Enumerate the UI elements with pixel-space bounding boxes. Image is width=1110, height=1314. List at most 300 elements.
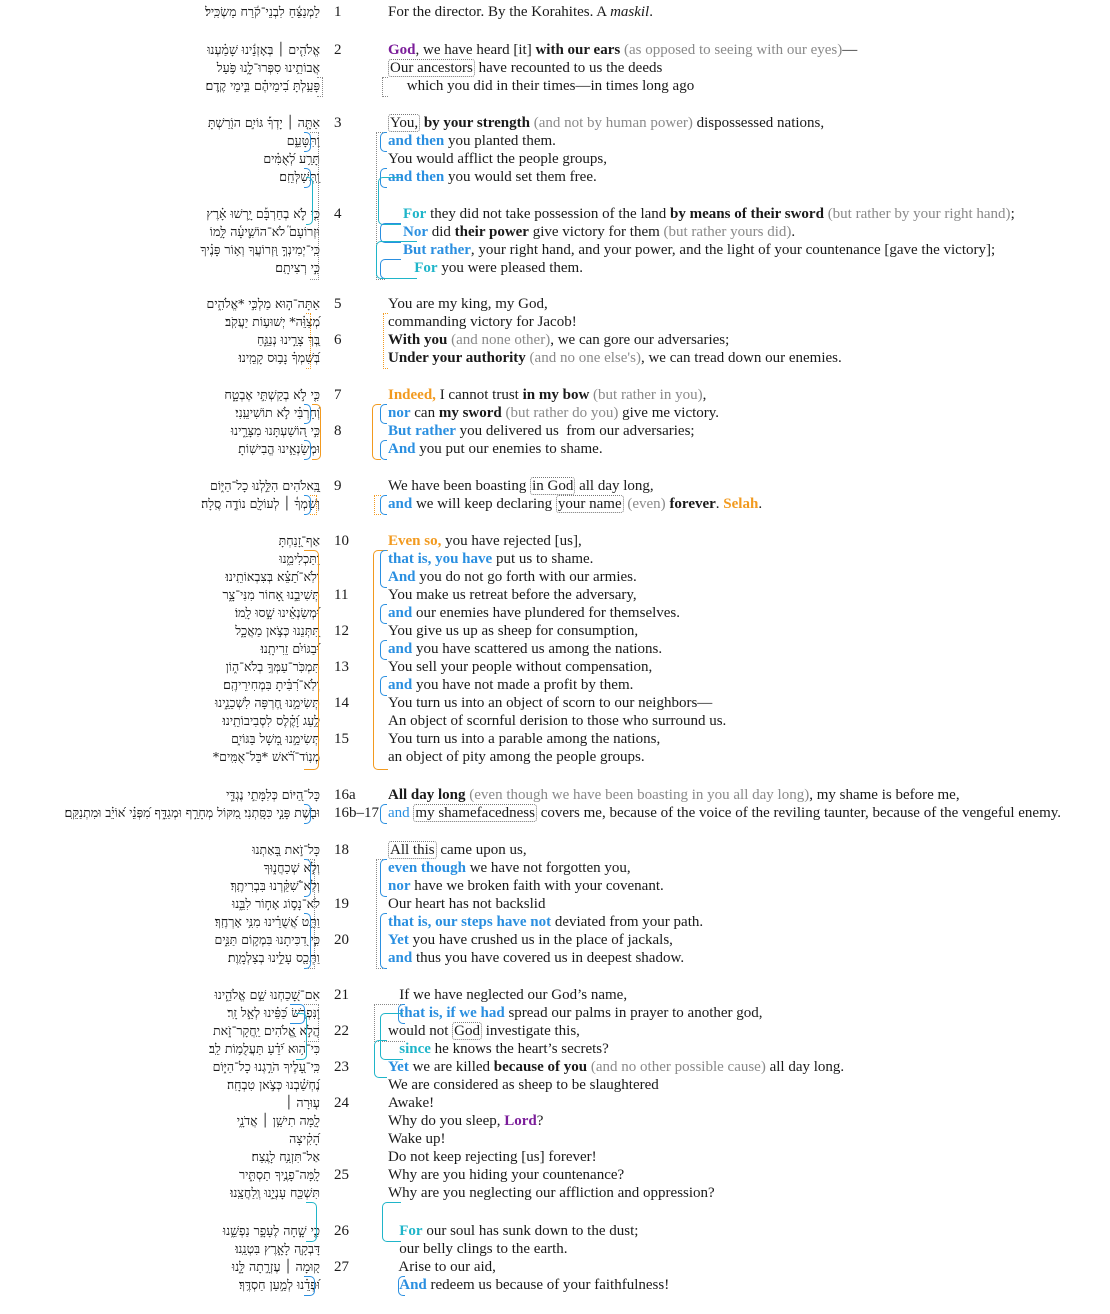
text-segment: put us to shame. — [492, 551, 594, 567]
verse-line — [0, 913, 1110, 931]
verse-number: 11 — [334, 587, 349, 603]
verse-line — [0, 59, 1110, 77]
text-segment: For the director. By the Korahites. A — [388, 4, 611, 20]
verse-line — [0, 1166, 1110, 1184]
text-segment: , — [702, 387, 707, 403]
text-segment: even though — [388, 860, 466, 876]
verse-line — [0, 349, 1110, 367]
text-segment: they did not take possession of the land — [426, 206, 671, 222]
english-translation — [388, 168, 597, 186]
english-translation — [388, 205, 1015, 223]
text-segment: If we have neglected our God’s name, — [388, 987, 628, 1003]
verse-line — [0, 841, 1110, 859]
hebrew-text: כִּ֤י שָׁ֣חָה לֶעָפָ֣ר נַפְשֵׁ֑נוּ — [222, 1223, 320, 1238]
verse-line — [0, 895, 1110, 913]
hebrew-text: תְּשִׁיבֵ֣נוּ אָ֭חוֹר מִנִּי־צָ֑ר — [222, 587, 320, 602]
text-segment: because of you — [493, 1059, 588, 1075]
text-segment: For — [403, 206, 427, 222]
english-translation — [388, 694, 712, 712]
text-segment: Lord — [504, 1113, 537, 1129]
english-translation — [388, 786, 960, 804]
hebrew-text: וַתֵּ֥ט אֲ֝שֻׁרֵ֗ינוּ מִנִּ֥י אָרְחֶֽךָ׃ — [214, 914, 320, 929]
text-segment: Nor — [403, 224, 428, 240]
text-segment: have we broken faith with your covenant. — [410, 878, 664, 894]
english-translation — [388, 3, 653, 21]
verse-line — [0, 586, 1110, 604]
english-translation — [388, 622, 638, 640]
hebrew-text: תִּמְכֹּֽר־עַמְּךָ֥ בְלֹא־ה֑וֹן — [225, 659, 320, 674]
hebrew-text: כָּל־הַ֭יּוֹם כְּלִמָּתִ֣י נֶגְדִּ֑י — [226, 787, 320, 802]
text-segment: investigate this, — [482, 1023, 580, 1039]
verse-number: 22 — [334, 1023, 349, 1039]
english-translation — [388, 404, 719, 422]
verse-line — [0, 132, 1110, 150]
english-translation — [388, 877, 664, 895]
text-segment: Wake up! — [388, 1131, 446, 1147]
text-segment: and — [388, 641, 413, 657]
text-segment: , we can gore our adversaries; — [550, 332, 730, 348]
verse-number: 4 — [334, 206, 342, 222]
verse-number: 3 — [334, 115, 342, 131]
text-segment: you do not go forth with our armies. — [415, 569, 637, 585]
text-segment: my sword — [438, 405, 502, 421]
english-translation — [388, 1094, 434, 1112]
english-translation — [388, 132, 556, 150]
hebrew-text: תְּשִׂימֵ֣נוּ מָ֭שָׁל בַּגּוֹיִ֑ם — [231, 731, 320, 746]
text-segment: Our ancestors — [390, 60, 473, 76]
hebrew-text: כִּ֣י רְצִיתָֽם׃ — [275, 260, 320, 275]
english-translation — [388, 1040, 609, 1058]
text-segment: You, — [390, 115, 419, 131]
text-segment: you have scattered us among the nations. — [412, 641, 663, 657]
text-segment: and — [388, 950, 413, 966]
hebrew-text: בְּ֭ךָ צָרֵ֣ינוּ נְנַגֵּ֑חַ — [257, 332, 320, 347]
verse-line — [0, 532, 1110, 550]
text-segment: by means of their sword — [670, 206, 824, 222]
text-segment: can — [410, 405, 439, 421]
text-segment: Yet — [388, 1059, 409, 1075]
verse-line — [0, 1184, 1110, 1202]
verse-line — [0, 168, 1110, 186]
text-segment: (and none other) — [447, 332, 551, 348]
verse-line — [0, 622, 1110, 640]
verse-line — [0, 41, 1110, 59]
text-segment: give victory for them — [528, 224, 664, 240]
hebrew-text: וְלֹֽא־שִׁ֝קַּ֗רְנוּ בִּבְרִיתֶֽךָ׃ — [230, 878, 320, 893]
text-segment: (and no one else's) — [525, 350, 641, 366]
verse-line — [0, 949, 1110, 967]
verse-number: 23 — [334, 1059, 349, 1075]
verse-number: 13 — [334, 659, 349, 675]
text-segment: Yet — [388, 932, 409, 948]
verse-number: 7 — [334, 387, 342, 403]
hebrew-text: מְ֝צַוֵּ֗ה* יְשׁוּע֥וֹת יַעֲקֹֽב׃ — [225, 314, 320, 329]
hebrew-text: וְלֹֽא־רִ֝בִּ֗יתָ בִּמְחִירֵיהֶֽם׃ — [223, 677, 320, 692]
english-translation — [388, 440, 603, 458]
verse-number: 10 — [334, 533, 349, 549]
text-segment: my shamefacedness — [415, 805, 535, 821]
hebrew-text: כִּ֤י לֹ֣א בְקַשְׁתִּ֣י אֶבְטָ֑ח — [224, 387, 320, 402]
english-translation — [388, 1258, 496, 1276]
verse-line — [0, 568, 1110, 586]
text-segment: You sell your people without compensation, — [388, 659, 653, 675]
text-segment: . — [715, 496, 724, 512]
hebrew-text: אַף־זָ֭נַחְתָּ — [278, 533, 320, 548]
verse-line — [0, 786, 1110, 804]
english-translation — [388, 550, 593, 568]
hebrew-text: וַתְּכַ֖ס עָלֵ֣ינוּ בְצַלְמָֽוֶת׃ — [227, 950, 320, 965]
text-segment: But rather — [388, 423, 456, 439]
hebrew-text: הֲלֹ֣א אֱ֭לֹהִים יַֽחֲקָר־זֹ֑את — [212, 1023, 320, 1038]
english-translation — [388, 241, 995, 259]
text-segment: their power — [454, 224, 529, 240]
english-translation — [388, 313, 577, 331]
text-segment: we will keep declaring — [412, 496, 556, 512]
verse-line — [0, 1040, 1110, 1058]
text-segment: God — [388, 42, 416, 58]
text-segment: came upon us, — [436, 842, 527, 858]
text-segment: that is, you have — [388, 551, 493, 567]
verse-line — [0, 205, 1110, 223]
text-segment: that is, if we had — [399, 1005, 505, 1021]
text-segment: you have not made a profit by them. — [412, 677, 634, 693]
text-segment: All day long — [388, 787, 466, 803]
text-segment: give me victory. — [618, 405, 720, 421]
verse-line — [0, 1076, 1110, 1094]
verse-line — [0, 477, 1110, 495]
verse-line — [0, 404, 1110, 422]
text-segment: All this — [390, 842, 435, 858]
hebrew-text: ע֤וּרָה ׀ — [285, 1095, 320, 1110]
hebrew-text: תִּ֭תְּנֵנוּ כְּצֹ֣אן מַאֲכָ֑ל — [235, 623, 320, 638]
hebrew-text: כִּ֤י לֹ֪א בְחַרְבָּ֡ם יָ֥רְשׁוּ אָ֗רֶץ — [206, 206, 320, 221]
text-segment: and — [388, 496, 413, 512]
text-segment: all day long. — [765, 1059, 845, 1075]
hebrew-text: וְשִׁמְךָ֓ ׀ לְעוֹלָ֖ם נוֹדֶ֣ה סֶֽלָה׃ — [201, 496, 320, 511]
text-segment: nor — [388, 405, 411, 421]
text-segment: spread our palms in prayer to another god, — [504, 1005, 763, 1021]
verse-number: 14 — [334, 695, 349, 711]
text-segment: And — [388, 569, 416, 585]
hebrew-text: בְּ֝שִׁמְךָ֗ נָב֥וּס קָמֵֽינוּ׃ — [238, 350, 320, 365]
english-translation — [388, 532, 582, 550]
text-segment: (but rather in you) — [589, 387, 703, 403]
english-translation — [388, 223, 795, 241]
verse-line — [0, 241, 1110, 259]
english-translation — [388, 1276, 669, 1294]
text-segment: , we can tread down our enemies. — [640, 350, 842, 366]
text-segment: and — [388, 605, 413, 621]
hebrew-text: ק֭וּמָה ׀ עֶזְרָ֣תָה לָּ֑נוּ — [231, 1259, 320, 1274]
verse-number: 20 — [334, 932, 349, 948]
verse-line — [0, 1276, 1110, 1294]
hebrew-text: בֵּֽ֭אלֹהִים הִלַּ֣לְנוּ כָל־הַיּ֑וֹם — [210, 478, 320, 493]
verse-line — [0, 422, 1110, 440]
hebrew-text: לַ֥עַג וָ֝קֶ֗לֶס לִסְבִיבוֹתֵֽינוּ׃ — [222, 713, 320, 728]
text-segment: You give us up as sheep for consumption, — [388, 623, 639, 639]
verse-line — [0, 658, 1110, 676]
english-translation — [388, 1240, 568, 1258]
hebrew-text: כִּ֣י דִ֭כִּיתָנוּ בִּמְק֣וֹם תַּנִּ֑ים — [214, 932, 320, 947]
hebrew-text: אֱלֹהִ֤ים ׀ בְּאָזְנֵ֬ינוּ שָׁמַ֗עְנוּ — [207, 42, 320, 57]
hebrew-text: נֶ֝חְשַׁ֗בְנוּ כְּצֹ֣אן טִבְחָֽה׃ — [226, 1077, 320, 1092]
text-segment: An object of scornful derision to those who surround us. — [388, 713, 727, 729]
english-translation — [388, 986, 627, 1004]
text-segment: thus you have covered us in deepest shadow. — [412, 950, 685, 966]
hebrew-text: תָּרַ֥ע לְ֝אֻמִּ֗ים — [263, 151, 320, 166]
hebrew-text: כִּ֣י ה֭וֹשַׁעְתָּנוּ מִצָּרֵ֑ינוּ — [230, 423, 320, 438]
english-translation — [388, 331, 729, 349]
text-segment: Why do you sleep, — [388, 1113, 505, 1129]
english-translation — [388, 349, 842, 367]
text-segment: you have rejected [us], — [441, 533, 582, 549]
english-translation — [388, 1058, 844, 1076]
text-segment: you put our enemies to shame. — [415, 441, 603, 457]
verse-line — [0, 313, 1110, 331]
text-segment: which you did in their times—in times long ago — [388, 78, 695, 94]
hebrew-text: וַנִּפְרֹ֥שׂ כַּ֝פֵּ֗ינוּ לְאֵ֣ל זָֽר׃ — [227, 1005, 320, 1020]
verse-line — [0, 712, 1110, 730]
text-segment: And — [399, 1277, 427, 1293]
english-translation — [388, 804, 1061, 822]
text-segment: all day long, — [575, 478, 654, 494]
verse-line — [0, 694, 1110, 712]
text-segment: For — [399, 1223, 423, 1239]
text-segment: (even though we have been boasting in you all day long) — [465, 787, 810, 803]
verse-line — [0, 440, 1110, 458]
text-segment: — — [842, 42, 858, 58]
hebrew-text: וְלֹ֣א שְׁכַחֲנ֑וּךָ — [263, 860, 320, 875]
text-segment: you were pleased them. — [437, 260, 583, 276]
text-segment: did — [428, 224, 455, 240]
hebrew-text: מְנֽוֹד־רֹ֝֗אשׁ *בַּל־אֻמִּֽים* — [212, 749, 320, 764]
verse-number: 8 — [334, 423, 342, 439]
verse-number: 27 — [334, 1259, 349, 1275]
verse-number: 21 — [334, 987, 349, 1003]
english-translation — [388, 1222, 638, 1240]
text-segment: by your strength — [423, 115, 530, 131]
text-segment: Why are you hiding your countenance? — [388, 1167, 625, 1183]
verse-number: 26 — [334, 1223, 349, 1239]
hebrew-text: וּ֝בַגּוֹיִ֗ם זֵרִיתָֽנוּ׃ — [260, 641, 320, 656]
text-segment: For — [414, 260, 438, 276]
english-translation — [388, 1112, 543, 1130]
verse-line — [0, 150, 1110, 168]
english-translation — [388, 259, 583, 277]
text-segment: You turn us into a parable among the nations, — [388, 731, 661, 747]
text-segment: Selah — [723, 496, 759, 512]
text-segment: Why are you neglecting our affliction and oppression? — [388, 1185, 715, 1201]
english-translation — [388, 477, 654, 495]
text-segment: that is, our steps have not — [388, 914, 552, 930]
english-translation — [388, 859, 631, 877]
english-translation — [388, 931, 673, 949]
hebrew-text: אַל־תִּזְנַ֥ח לָנֶֽצַח׃ — [251, 1149, 320, 1164]
verse-number: 5 — [334, 296, 342, 312]
text-segment: Do not keep rejecting [us] forever! — [388, 1149, 597, 1165]
verse-number: 2 — [334, 42, 342, 58]
hebrew-text: וּמְשַׂנְאֵ֥ינוּ הֱבִישֽׁוֹתָ׃ — [238, 441, 320, 456]
text-segment: (and no other possible cause) — [587, 1059, 766, 1075]
hebrew-text: דָּבְקָ֖ה לָאָ֣רֶץ בִּטְנֵֽנוּ׃ — [235, 1241, 320, 1256]
verse-line — [0, 1240, 1110, 1258]
english-translation — [388, 1076, 659, 1094]
text-segment: in God — [532, 478, 574, 494]
text-segment: . — [649, 4, 653, 20]
text-segment: But rather — [403, 242, 471, 258]
text-segment: we are killed — [408, 1059, 494, 1075]
text-segment: . — [791, 224, 796, 240]
hebrew-text: לֹא־נָס֣וֹג אָח֣וֹר לִבֵּ֑נוּ — [232, 896, 320, 911]
text-segment: he knows the heart’s secrets? — [430, 1041, 609, 1057]
hebrew-text: לַמְנַצֵּ֬חַ לִבְנֵי־קֹ֬רַח מַשְׂכִּֽיל׃ — [205, 4, 320, 19]
text-segment: have recounted to us the deeds — [474, 60, 663, 76]
hebrew-text: לָֽמָּה־פָנֶ֥יךָ תַסְתִּ֑יר — [238, 1167, 320, 1182]
verse-line — [0, 495, 1110, 513]
english-translation — [388, 841, 527, 859]
text-segment: Even so, — [388, 533, 442, 549]
text-segment: commanding victory for Jacob! — [388, 314, 577, 330]
english-translation — [388, 77, 694, 95]
english-translation — [388, 59, 662, 77]
hebrew-text: פָּעַ֥לְתָּ בִ֝ימֵיהֶ֗ם בִּ֣ימֵי קֶֽדֶם׃ — [205, 78, 320, 93]
text-segment: you planted them. — [444, 133, 556, 149]
text-segment: Awake! — [388, 1095, 435, 1111]
verse-number: 15 — [334, 731, 349, 747]
text-segment: Indeed, — [388, 387, 436, 403]
verse-line — [0, 1148, 1110, 1166]
verse-line — [0, 748, 1110, 766]
verse-line — [0, 859, 1110, 877]
hebrew-text: כִּֽי־יְמִינְךָ֣ וּ֭זְרוֹעֲךָ וְא֥וֹר פָּנֶ֗יךָ — [200, 242, 320, 257]
verse-number: 18 — [334, 842, 349, 858]
text-segment: (and not by human power) — [529, 115, 693, 131]
hebrew-text: אַתָּ֤ה ׀ יָדְךָ֡ גּוֹיִ֣ם הוֹרַ֭שְׁתָּ — [207, 115, 320, 130]
english-translation — [388, 150, 607, 168]
hebrew-text: כִּי־ה֥וּא יֹ֝דֵ֗עַ תַּעֲלֻמ֥וֹת לֵֽב׃ — [209, 1041, 320, 1056]
text-segment: and — [388, 677, 413, 693]
verse-line — [0, 1258, 1110, 1276]
english-translation — [388, 568, 637, 586]
text-segment: (but rather yours did) — [663, 224, 792, 240]
text-segment: You turn us into an object of scorn to our neighbors— — [388, 695, 713, 711]
text-segment: dispossessed nations, — [692, 115, 825, 131]
text-segment: our soul has sunk down to the dust; — [422, 1223, 639, 1239]
text-segment: You make us retreat before the adversary, — [388, 587, 637, 603]
text-segment: maskil — [610, 4, 650, 20]
verse-number: 24 — [334, 1095, 349, 1111]
english-translation — [388, 712, 726, 730]
text-segment: We have been boasting — [388, 478, 531, 494]
english-translation — [388, 676, 633, 694]
text-segment: Arise to our aid, — [388, 1259, 496, 1275]
text-segment: And — [388, 441, 416, 457]
verse-line — [0, 331, 1110, 349]
hebrew-text: אַתָּה־ה֣וּא מַלְכִּ֣י *אֱלֹהִ֑ים — [206, 296, 320, 311]
english-translation — [388, 586, 637, 604]
english-translation — [388, 658, 652, 676]
verse-line — [0, 259, 1110, 277]
english-translation — [388, 1022, 580, 1040]
hebrew-text: כִּֽי־עָ֭לֶיךָ הֹרַ֣גְנוּ כָל־הַיּ֑וֹם — [212, 1059, 320, 1074]
text-segment: With you — [388, 332, 448, 348]
text-segment: , your right hand, and your power, and the light of your countenance [gave the victory]; — [470, 242, 996, 258]
english-translation — [388, 1148, 597, 1166]
text-segment: Under your authority — [388, 350, 526, 366]
text-segment: ; — [1010, 206, 1015, 222]
hebrew-text: כָּל־זֹ֣את בָּ֭אַתְנוּ — [252, 842, 320, 857]
english-translation — [388, 1166, 624, 1184]
text-segment: You are my king, my God, — [388, 296, 548, 312]
text-segment: (but rather do you) — [501, 405, 619, 421]
text-segment: (as opposed to seeing with our eyes) — [620, 42, 843, 58]
text-segment: since — [399, 1041, 431, 1057]
text-segment: , we have heard [it] — [415, 42, 536, 58]
verse-line — [0, 676, 1110, 694]
hebrew-text: תִּשְׁכַּ֖ח עָנְיֵ֣נוּ וְֽלַחֲצֵֽנוּ׃ — [230, 1185, 320, 1200]
english-translation — [388, 41, 857, 59]
text-segment: would not — [388, 1023, 453, 1039]
text-segment: forever — [669, 496, 716, 512]
text-segment: nor — [388, 878, 411, 894]
text-segment: our belly clings to the earth. — [388, 1241, 568, 1257]
english-translation — [388, 604, 680, 622]
verse-line — [0, 931, 1110, 949]
verse-number: 1 — [334, 4, 342, 20]
text-segment: your name — [557, 496, 622, 512]
text-segment: you have crushed us in the place of jackals, — [408, 932, 673, 948]
verse-line — [0, 804, 1110, 822]
verse-line — [0, 730, 1110, 748]
english-translation — [388, 114, 824, 132]
verse-line — [0, 77, 1110, 95]
english-translation — [388, 949, 684, 967]
text-segment: our enemies have plundered for themselves. — [412, 605, 681, 621]
text-segment: with our ears — [535, 42, 621, 58]
verse-line — [0, 986, 1110, 1004]
english-translation — [388, 913, 703, 931]
hebrew-text: תְּשִׂימֵ֣נוּ חֶ֭רְפָּה לִשְׁכֵנֵ֑ינוּ — [214, 695, 320, 710]
hebrew-text: וּ֝מְשַׂנְאֵ֗ינוּ שָׁ֣סוּ לָֽמוֹ׃ — [234, 605, 320, 620]
hebrew-text: וּזְרוֹעָם֮ לֹא־הוֹשִׁ֪יעָ֫ה לָּ֥מוֹ — [209, 224, 320, 239]
verse-line — [0, 1130, 1110, 1148]
text-segment: and then — [388, 169, 445, 185]
verse-number: 16a — [334, 787, 356, 803]
verse-line — [0, 604, 1110, 622]
english-translation — [388, 295, 548, 313]
verse-line — [0, 1094, 1110, 1112]
text-segment: you delivered us from our adversaries; — [455, 423, 695, 439]
hebrew-text: וַֽתְּשַׁלְּחֵֽם׃ — [279, 169, 320, 184]
hebrew-text: וּבֹ֖שֶׁת פָּנַ֣י כִּסָּֽתְנִי׃ מִ֭קּוֹל מְחָרֵ֣ף וּמְגַדֵּ֑ף מִ֝פְּנֵ֗י א֝וֹיֵ֗ב וּמִתְנַקֵּֽם׃ — [64, 805, 320, 820]
text-segment: (but rather by your right hand) — [823, 206, 1011, 222]
text-segment: covers me, because of the voice of the reviling taunter, because of the vengeful enemy. — [536, 805, 1062, 821]
hebrew-text: אִם־שָׁ֭כַחְנוּ שֵׁ֣ם אֱלֹהֵ֑ינוּ — [214, 987, 320, 1002]
text-segment: We are considered as sheep to be slaughtered — [388, 1077, 659, 1093]
text-segment: an object of pity among the people groups. — [388, 749, 645, 765]
text-segment: deviated from your path. — [551, 914, 704, 930]
text-segment: God — [454, 1023, 481, 1039]
verse-line — [0, 114, 1110, 132]
text-segment: You would afflict the people groups, — [388, 151, 608, 167]
english-translation — [388, 748, 645, 766]
text-segment: redeem us because of your faithfulness! — [426, 1277, 670, 1293]
verse-line — [0, 223, 1110, 241]
verse-line — [0, 1112, 1110, 1130]
english-translation — [388, 895, 545, 913]
text-segment: we have not forgotten you, — [465, 860, 631, 876]
verse-line — [0, 3, 1110, 21]
